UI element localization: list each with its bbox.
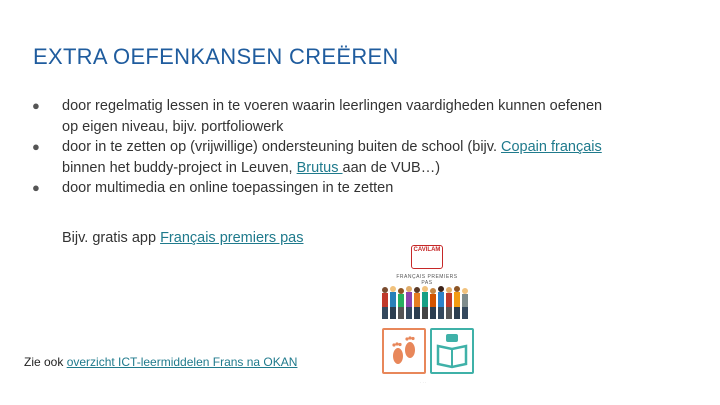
- slide-title: EXTRA OEFENKANSEN CREËREN: [33, 44, 399, 69]
- copain-francais-link[interactable]: Copain français: [501, 139, 602, 155]
- bullet-text: binnen het buddy-project in Leuven,: [62, 159, 297, 176]
- footprints-tile: [382, 328, 426, 374]
- brutus-link[interactable]: Brutus: [296, 159, 343, 176]
- footer-note: [24, 355, 297, 369]
- bullet-text: op eigen niveau, bijv. portfoliowerk: [62, 118, 284, 135]
- bullet-text: aan de VUB…): [342, 159, 441, 176]
- bullet-item: [30, 96, 700, 137]
- bullet-dot: ●: [32, 180, 40, 195]
- app-screenshot-image: [378, 240, 474, 385]
- bullet-dot: ●: [32, 98, 40, 113]
- bullet-item: [30, 137, 700, 178]
- francais-premiers-pas-link[interactable]: Français premiers pas: [160, 230, 304, 246]
- footprints-icon: [384, 330, 424, 372]
- bullet-text: door in te zetten op (vrijwillige) ondersteuning buiten de school (bijv.: [62, 139, 502, 155]
- book-tile: [430, 328, 474, 374]
- image-watermark: · · ·: [420, 380, 427, 385]
- people-illustration: [380, 284, 474, 320]
- ict-overview-link[interactable]: overzicht ICT-leermiddelen Frans na OKAN: [66, 355, 298, 369]
- logo-text: CAVILAM: [413, 247, 441, 253]
- bullet-list: [30, 96, 700, 199]
- example-prefix: Bijv. gratis app: [62, 230, 161, 246]
- footer-prefix: Zie ook: [24, 355, 67, 369]
- book-icon: [432, 330, 472, 372]
- app-caption: FRANÇAIS PREMIERS PAS: [396, 274, 458, 286]
- bullet-dot: ●: [32, 139, 40, 154]
- bullet-text: door multimedia en online toepassingen in te zetten: [62, 180, 394, 196]
- bullet-item: [30, 178, 700, 199]
- bullet-text: door regelmatig lessen in te voeren waarin leerlingen vaardigheden kunnen oefenen: [62, 98, 603, 114]
- cavilam-logo: [411, 245, 443, 269]
- example-line: [62, 230, 304, 246]
